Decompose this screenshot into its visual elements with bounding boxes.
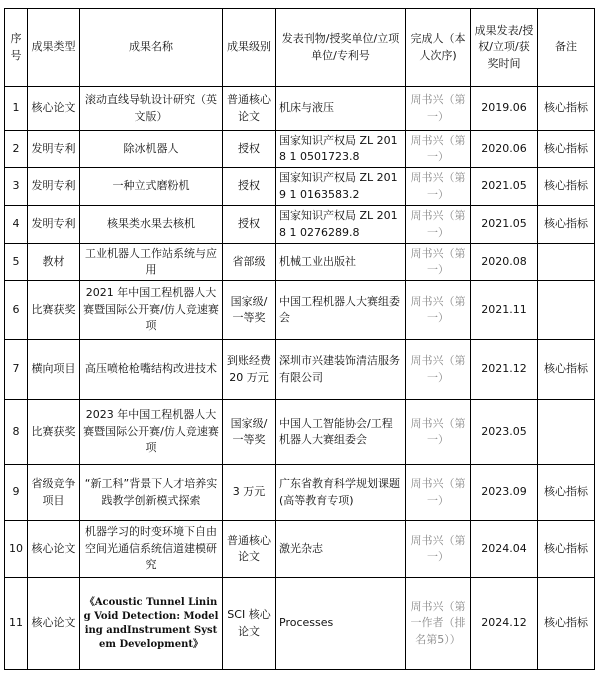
- cell-author: 周书兴（第一）: [406, 87, 471, 131]
- table-row: [5, 168, 595, 206]
- cell-note: 核心指标: [538, 206, 595, 244]
- table-row: [5, 131, 595, 168]
- header-name: 成果名称: [80, 9, 223, 87]
- cell-note: 核心指标: [538, 87, 595, 131]
- cell-date: 2024.04: [471, 521, 538, 578]
- cell-type: 教材: [28, 244, 80, 281]
- cell-level: 国家级/一等奖: [223, 281, 276, 340]
- cell-author: 周书兴（第一）: [406, 131, 471, 168]
- cell-note: 核心指标: [538, 465, 595, 521]
- cell-unit: 中国工程机器人大赛组委会: [276, 281, 406, 340]
- table-row: [5, 206, 595, 244]
- achievements-table: [4, 8, 595, 670]
- cell-note: [538, 281, 595, 340]
- cell-unit: 广东省教育科学规划课题(高等教育专项): [276, 465, 406, 521]
- cell-author: 周书兴（第一）: [406, 168, 471, 206]
- cell-no: 4: [5, 206, 28, 244]
- cell-name: 除冰机器人: [80, 131, 223, 168]
- cell-type: 比赛获奖: [28, 281, 80, 340]
- cell-date: 2021.11: [471, 281, 538, 340]
- cell-unit: 国家知识产权局 ZL 2019 1 0163583.2: [276, 168, 406, 206]
- cell-date: 2024.12: [471, 578, 538, 670]
- cell-note: 核心指标: [538, 168, 595, 206]
- cell-note: [538, 244, 595, 281]
- cell-level: 到账经费 20 万元: [223, 340, 276, 400]
- cell-unit: 机床与液压: [276, 87, 406, 131]
- cell-level: 授权: [223, 206, 276, 244]
- cell-level: 3 万元: [223, 465, 276, 521]
- cell-author: 周书兴（第一）: [406, 281, 471, 340]
- header-unit: 发表刊物/授奖单位/立项单位/专利号: [276, 9, 406, 87]
- cell-author: 周书兴（第一）: [406, 521, 471, 578]
- cell-level: 授权: [223, 131, 276, 168]
- cell-no: 5: [5, 244, 28, 281]
- cell-name: 《Acoustic Tunnel Lining Void Detection: Modeling andInstrument System Development》: [80, 578, 223, 670]
- table-row: [5, 578, 595, 670]
- table-row: [5, 340, 595, 400]
- cell-author: 周书兴（第一）: [406, 400, 471, 465]
- cell-level: 普通核心论文: [223, 87, 276, 131]
- cell-level: SCI 核心论文: [223, 578, 276, 670]
- cell-date: 2023.05: [471, 400, 538, 465]
- cell-date: 2021.05: [471, 168, 538, 206]
- table-row: [5, 244, 595, 281]
- cell-date: 2021.05: [471, 206, 538, 244]
- cell-note: [538, 400, 595, 465]
- cell-no: 7: [5, 340, 28, 400]
- cell-type: 比赛获奖: [28, 400, 80, 465]
- cell-name: 滚动直线导轨设计研究（英文版）: [80, 87, 223, 131]
- cell-unit: Processes: [276, 578, 406, 670]
- cell-name: “新工科”背景下人才培养实践教学创新模式探索: [80, 465, 223, 521]
- cell-note: 核心指标: [538, 521, 595, 578]
- cell-no: 2: [5, 131, 28, 168]
- cell-name: 2021 年中国工程机器人大赛暨国际公开赛/仿人竞速赛项: [80, 281, 223, 340]
- cell-author: 周书兴（第一）: [406, 465, 471, 521]
- cell-type: 发明专利: [28, 168, 80, 206]
- cell-unit: 国家知识产权局 ZL 2018 1 0276289.8: [276, 206, 406, 244]
- cell-unit: 激光杂志: [276, 521, 406, 578]
- cell-date: 2019.06: [471, 87, 538, 131]
- cell-no: 3: [5, 168, 28, 206]
- cell-type: 省级竞争项目: [28, 465, 80, 521]
- table-row: [5, 521, 595, 578]
- cell-note: 核心指标: [538, 131, 595, 168]
- cell-date: 2021.12: [471, 340, 538, 400]
- cell-name: 一种立式磨粉机: [80, 168, 223, 206]
- cell-unit: 国家知识产权局 ZL 2018 1 0501723.8: [276, 131, 406, 168]
- header-author: 完成人（本人次序): [406, 9, 471, 87]
- cell-type: 核心论文: [28, 578, 80, 670]
- cell-unit: 机械工业出版社: [276, 244, 406, 281]
- cell-type: 核心论文: [28, 87, 80, 131]
- cell-type: 发明专利: [28, 131, 80, 168]
- cell-author: 周书兴（第一作者（排名第5））: [406, 578, 471, 670]
- cell-level: 省部级: [223, 244, 276, 281]
- table-row: [5, 400, 595, 465]
- cell-name: 高压喷枪枪嘴结构改进技术: [80, 340, 223, 400]
- cell-author: 周书兴（第一）: [406, 340, 471, 400]
- cell-date: 2020.08: [471, 244, 538, 281]
- header-no: 序号: [5, 9, 28, 87]
- cell-name: 2023 年中国工程机器人大赛暨国际公开赛/仿人竞速赛项: [80, 400, 223, 465]
- header-type: 成果类型: [28, 9, 80, 87]
- cell-note: 核心指标: [538, 340, 595, 400]
- cell-note: 核心指标: [538, 578, 595, 670]
- cell-no: 8: [5, 400, 28, 465]
- cell-name: 机器学习的时变环境下自由空间光通信系统信道建模研究: [80, 521, 223, 578]
- table-row: [5, 465, 595, 521]
- cell-name: 核果类水果去核机: [80, 206, 223, 244]
- cell-unit: 深圳市兴建装饰清洁服务有限公司: [276, 340, 406, 400]
- cell-name: 工业机器人工作站系统与应用: [80, 244, 223, 281]
- cell-level: 普通核心论文: [223, 521, 276, 578]
- header-level: 成果级别: [223, 9, 276, 87]
- cell-no: 1: [5, 87, 28, 131]
- cell-type: 横向项目: [28, 340, 80, 400]
- header-note: 备注: [538, 9, 595, 87]
- cell-date: 2023.09: [471, 465, 538, 521]
- cell-date: 2020.06: [471, 131, 538, 168]
- cell-level: 授权: [223, 168, 276, 206]
- cell-unit: 中国人工智能协会/工程机器人大赛组委会: [276, 400, 406, 465]
- table-row: [5, 281, 595, 340]
- header-row: [5, 9, 595, 87]
- cell-type: 核心论文: [28, 521, 80, 578]
- cell-no: 10: [5, 521, 28, 578]
- header-date: 成果发表/授权/立项/获奖时间: [471, 9, 538, 87]
- table-row: [5, 87, 595, 131]
- cell-type: 发明专利: [28, 206, 80, 244]
- cell-level: 国家级/一等奖: [223, 400, 276, 465]
- cell-no: 9: [5, 465, 28, 521]
- cell-author: 周书兴（第一）: [406, 244, 471, 281]
- cell-no: 6: [5, 281, 28, 340]
- cell-author: 周书兴（第一）: [406, 206, 471, 244]
- cell-no: 11: [5, 578, 28, 670]
